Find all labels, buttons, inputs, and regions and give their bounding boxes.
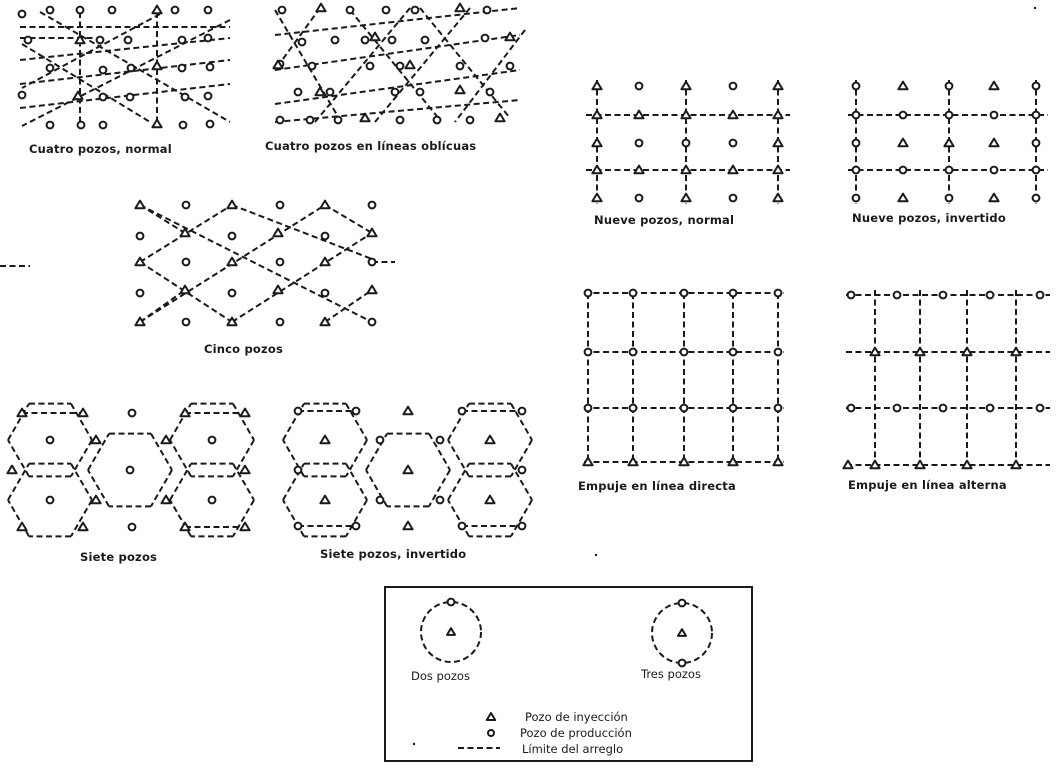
production-well-icon xyxy=(946,195,953,202)
production-well-icon xyxy=(940,292,947,299)
production-well-icon xyxy=(484,7,491,14)
production-well-icon xyxy=(775,290,782,297)
injection-well-icon xyxy=(898,139,907,147)
production-well-icon xyxy=(229,233,236,240)
production-well-icon xyxy=(19,92,26,99)
production-well-icon xyxy=(277,259,284,266)
pattern-seven-spot-inverted xyxy=(283,404,532,537)
injection-well-icon xyxy=(773,82,782,90)
injection-well-icon xyxy=(681,194,690,202)
production-well-icon xyxy=(775,405,782,412)
pattern-five-spot xyxy=(0,201,395,326)
injection-well-icon xyxy=(17,523,26,531)
production-well-icon xyxy=(507,63,514,70)
production-well-icon xyxy=(900,112,907,119)
injection-well-icon xyxy=(962,348,971,356)
injection-well-icon xyxy=(367,286,376,294)
injection-well-icon xyxy=(320,258,329,266)
production-well-icon xyxy=(277,319,284,326)
injection-well-icon xyxy=(728,458,737,466)
pattern-boundary-line xyxy=(140,205,185,233)
injection-well-icon xyxy=(505,33,514,41)
pattern-staggered-line-drive xyxy=(843,290,1050,468)
pattern-boundary-line xyxy=(140,290,185,322)
production-well-icon xyxy=(730,405,737,412)
injection-well-icon xyxy=(592,139,601,147)
injection-well-icon xyxy=(843,461,852,469)
production-well-icon xyxy=(127,467,134,474)
injection-well-icon xyxy=(592,166,601,174)
production-well-icon xyxy=(730,290,737,297)
injection-well-icon xyxy=(180,286,189,294)
injection-well-icon xyxy=(495,114,504,122)
caption-nine-spot-inverted: Nueve pozos, invertido xyxy=(852,211,1006,225)
production-well-icon xyxy=(295,523,302,530)
production-well-icon xyxy=(459,408,466,415)
production-well-icon xyxy=(47,437,54,444)
production-well-icon xyxy=(322,233,329,240)
legend-label-production-well: Pozo de producción xyxy=(520,726,632,740)
pattern-boundary-line xyxy=(8,404,29,440)
injection-well-icon xyxy=(73,92,82,100)
injection-well-icon xyxy=(592,194,601,202)
injection-well-icon xyxy=(681,111,690,119)
injection-well-icon xyxy=(989,194,998,202)
production-well-icon xyxy=(78,122,85,129)
production-well-icon xyxy=(207,64,214,71)
injection-well-icon xyxy=(161,496,170,504)
production-well-icon xyxy=(987,405,994,412)
injection-well-icon xyxy=(240,466,249,474)
pattern-boundary-line xyxy=(325,290,372,322)
production-well-icon xyxy=(853,83,860,90)
production-well-icon xyxy=(207,121,214,128)
injection-well-icon xyxy=(773,111,782,119)
production-well-icon xyxy=(585,405,592,412)
production-well-icon xyxy=(730,140,737,147)
production-well-icon xyxy=(383,7,390,14)
production-well-icon xyxy=(180,122,187,129)
production-well-icon xyxy=(730,195,737,202)
injection-well-icon xyxy=(78,523,87,531)
production-well-icon xyxy=(279,7,286,14)
production-well-icon xyxy=(322,290,329,297)
production-well-icon xyxy=(25,37,32,44)
production-well-icon xyxy=(940,405,947,412)
production-well-icon xyxy=(182,94,189,101)
production-well-icon xyxy=(412,7,419,14)
production-well-icon xyxy=(277,117,284,124)
injection-well-icon xyxy=(180,523,189,531)
injection-well-icon xyxy=(152,6,161,14)
legend-label-pattern-boundary: Límite del arreglo xyxy=(522,742,624,756)
production-well-icon xyxy=(332,37,339,44)
legend-label-three-spot: Tres pozos xyxy=(641,667,701,681)
injection-well-icon xyxy=(135,201,144,209)
injection-well-icon xyxy=(180,229,189,237)
pattern-direct-line-drive xyxy=(583,290,784,466)
production-well-icon xyxy=(377,497,384,504)
pattern-boundary-line xyxy=(233,404,254,440)
injection-well-icon xyxy=(898,194,907,202)
injection-well-icon xyxy=(91,436,100,444)
production-well-icon xyxy=(585,349,592,356)
production-well-icon xyxy=(47,7,54,14)
pattern-boundary-line xyxy=(22,14,160,88)
production-well-icon xyxy=(946,83,953,90)
production-well-icon xyxy=(307,117,314,124)
production-well-icon xyxy=(853,195,860,202)
production-well-icon xyxy=(100,94,107,101)
injection-well-icon xyxy=(17,409,26,417)
production-well-icon xyxy=(295,467,302,474)
injection-well-icon xyxy=(227,201,236,209)
production-well-icon xyxy=(295,89,302,96)
injection-well-icon xyxy=(485,496,494,504)
pattern-nine-spot-inverted xyxy=(848,80,1048,204)
production-well-icon xyxy=(353,523,360,530)
caption-four-spot-normal: Cuatro pozos, normal xyxy=(29,142,172,156)
production-well-icon xyxy=(205,7,212,14)
injection-well-icon xyxy=(273,286,282,294)
production-well-icon xyxy=(397,117,404,124)
production-well-icon xyxy=(1037,405,1044,412)
injection-well-icon xyxy=(728,166,737,174)
production-well-icon xyxy=(1033,112,1040,119)
production-well-icon xyxy=(362,37,369,44)
production-well-icon xyxy=(1033,167,1040,174)
injection-well-icon xyxy=(1011,348,1020,356)
pattern-boundary-line xyxy=(71,404,92,440)
production-well-icon xyxy=(369,259,376,266)
injection-well-icon xyxy=(634,111,643,119)
production-well-icon xyxy=(209,437,216,444)
production-well-icon xyxy=(128,65,135,72)
production-well-icon xyxy=(335,117,342,124)
injection-well-icon xyxy=(403,466,412,474)
production-well-icon xyxy=(1033,195,1040,202)
production-well-icon xyxy=(681,349,688,356)
production-well-icon xyxy=(585,290,592,297)
injection-well-icon xyxy=(915,461,924,469)
production-well-icon xyxy=(775,349,782,356)
legend-label-injection-well: Pozo de inyección xyxy=(525,710,628,724)
production-well-icon xyxy=(389,37,396,44)
injection-well-icon xyxy=(592,82,601,90)
production-well-icon xyxy=(636,140,643,147)
production-well-icon xyxy=(129,524,136,531)
injection-well-icon xyxy=(870,348,879,356)
pattern-four-spot-normal xyxy=(19,6,230,129)
injection-well-icon xyxy=(320,496,329,504)
production-well-icon xyxy=(991,112,998,119)
production-well-icon xyxy=(392,89,399,96)
pattern-boundary-line xyxy=(275,70,520,104)
injection-well-icon xyxy=(91,496,100,504)
caption-staggered-line-drive: Empuje en línea alterna xyxy=(848,478,1007,492)
production-well-icon xyxy=(848,292,855,299)
production-well-icon xyxy=(1033,140,1040,147)
production-well-icon xyxy=(894,292,901,299)
production-well-icon xyxy=(369,202,376,209)
injection-well-icon xyxy=(898,82,907,90)
production-well-icon xyxy=(434,117,441,124)
production-well-icon xyxy=(681,405,688,412)
injection-well-icon xyxy=(634,166,643,174)
production-well-icon xyxy=(417,89,424,96)
scan-speck xyxy=(1034,7,1036,9)
production-well-icon xyxy=(630,405,637,412)
production-well-icon xyxy=(127,94,134,101)
injection-well-icon xyxy=(240,409,249,417)
pattern-boundary-line xyxy=(170,404,191,440)
production-well-icon xyxy=(630,290,637,297)
pattern-boundary-line xyxy=(448,464,469,500)
injection-well-icon xyxy=(773,458,782,466)
production-well-icon xyxy=(47,122,54,129)
injection-well-icon xyxy=(405,61,414,69)
injection-well-icon xyxy=(962,461,971,469)
legend-label-two-spot: Dos pozos xyxy=(411,669,470,683)
production-well-icon xyxy=(848,405,855,412)
production-well-icon xyxy=(519,408,526,415)
caption-four-spot-oblique: Cuatro pozos en líneas oblícuas xyxy=(265,139,477,153)
production-well-icon xyxy=(172,7,179,14)
injection-well-icon xyxy=(773,139,782,147)
production-well-icon xyxy=(137,290,144,297)
production-well-icon xyxy=(636,83,643,90)
production-well-icon xyxy=(179,37,186,44)
scan-speck xyxy=(595,554,597,556)
production-well-icon xyxy=(437,437,444,444)
caption-nine-spot-normal: Nueve pozos, normal xyxy=(594,213,735,227)
injection-well-icon xyxy=(989,139,998,147)
production-well-icon xyxy=(229,290,236,297)
injection-well-icon xyxy=(455,86,464,94)
pattern-boundary-line xyxy=(346,440,367,476)
injection-well-icon xyxy=(161,436,170,444)
production-well-icon xyxy=(100,67,107,74)
production-well-icon xyxy=(183,202,190,209)
production-well-icon xyxy=(683,140,690,147)
injection-well-icon xyxy=(367,229,376,237)
injection-well-icon xyxy=(403,522,412,530)
pattern-seven-spot xyxy=(7,404,254,537)
injection-well-icon xyxy=(316,4,325,12)
production-well-icon xyxy=(630,349,637,356)
production-well-icon xyxy=(183,259,190,266)
injection-well-icon xyxy=(1011,461,1020,469)
production-well-icon xyxy=(946,167,953,174)
production-well-icon xyxy=(681,290,688,297)
injection-well-icon xyxy=(628,458,637,466)
production-well-icon xyxy=(295,408,302,415)
injection-well-icon xyxy=(7,466,16,474)
injection-well-icon xyxy=(78,409,87,417)
production-well-icon xyxy=(277,202,284,209)
caption-five-spot: Cinco pozos xyxy=(204,342,284,356)
pattern-boundary-line xyxy=(346,500,367,536)
injection-well-icon xyxy=(240,523,249,531)
pattern-boundary-line xyxy=(283,500,304,536)
production-well-icon xyxy=(309,63,316,70)
production-well-icon xyxy=(19,11,26,18)
production-well-icon xyxy=(369,319,376,326)
production-well-icon xyxy=(894,405,901,412)
injection-well-icon xyxy=(370,33,379,41)
production-well-icon xyxy=(97,37,104,44)
pattern-boundary-line xyxy=(448,500,469,536)
production-well-icon xyxy=(730,349,737,356)
injection-well-icon xyxy=(728,111,737,119)
injection-well-icon xyxy=(681,82,690,90)
production-well-icon xyxy=(205,93,212,100)
injection-well-icon xyxy=(180,409,189,417)
pattern-boundary-line xyxy=(511,500,532,536)
injection-well-icon xyxy=(583,458,592,466)
injection-well-icon xyxy=(592,111,601,119)
production-well-icon xyxy=(437,497,444,504)
production-well-icon xyxy=(47,65,54,72)
production-well-icon xyxy=(47,497,54,504)
production-well-icon xyxy=(109,7,116,14)
production-well-icon xyxy=(482,35,489,42)
production-well-icon xyxy=(397,63,404,70)
production-well-icon xyxy=(347,7,354,14)
production-well-icon xyxy=(853,167,860,174)
pattern-boundary-line xyxy=(22,44,150,122)
injection-well-icon xyxy=(455,4,464,12)
injection-well-icon xyxy=(152,120,161,128)
injection-well-icon xyxy=(773,166,782,174)
production-well-icon xyxy=(457,63,464,70)
caption-direct-line-drive: Empuje en línea directa xyxy=(578,479,736,493)
pattern-nine-spot-normal xyxy=(586,80,790,204)
production-well-icon xyxy=(987,292,994,299)
production-well-icon xyxy=(422,37,429,44)
pattern-boundary-line xyxy=(170,464,191,500)
production-well-icon xyxy=(487,89,494,96)
injection-well-icon xyxy=(152,62,161,70)
injection-well-icon xyxy=(679,458,688,466)
pattern-boundary-line xyxy=(22,20,230,126)
production-well-icon xyxy=(1037,292,1044,299)
production-well-icon xyxy=(183,319,190,326)
pattern-boundary-line xyxy=(140,205,372,322)
pattern-boundary-line xyxy=(455,30,525,122)
production-well-icon xyxy=(129,410,136,417)
production-well-icon xyxy=(367,63,374,70)
production-well-icon xyxy=(900,167,907,174)
injection-well-icon xyxy=(915,348,924,356)
injection-well-icon xyxy=(227,258,236,266)
production-well-icon xyxy=(377,437,384,444)
production-well-icon xyxy=(991,167,998,174)
pattern-boundary-line xyxy=(232,233,372,322)
production-well-icon xyxy=(946,112,953,119)
production-well-icon xyxy=(1033,83,1040,90)
production-well-icon xyxy=(467,117,474,124)
production-well-icon xyxy=(209,497,216,504)
injection-well-icon xyxy=(320,201,329,209)
injection-well-icon xyxy=(135,258,144,266)
production-well-icon xyxy=(137,233,144,240)
caption-seven-spot: Siete pozos xyxy=(80,550,158,564)
production-well-icon xyxy=(519,467,526,474)
injection-well-icon xyxy=(485,436,494,444)
injection-well-icon xyxy=(681,166,690,174)
production-well-icon xyxy=(853,112,860,119)
caption-seven-spot-inverted: Siete pozos, invertido xyxy=(320,547,467,561)
production-well-icon xyxy=(459,523,466,530)
production-well-icon xyxy=(205,35,212,42)
production-well-icon xyxy=(730,83,737,90)
production-well-icon xyxy=(125,37,132,44)
pattern-boundary-line xyxy=(325,205,372,233)
injection-well-icon xyxy=(944,139,953,147)
production-well-icon xyxy=(179,65,186,72)
injection-well-icon xyxy=(320,436,329,444)
production-well-icon xyxy=(636,195,643,202)
pattern-four-spot-oblique xyxy=(273,4,525,124)
injection-well-icon xyxy=(403,407,412,415)
injection-well-icon xyxy=(273,229,282,237)
production-well-icon xyxy=(77,7,84,14)
injection-well-icon xyxy=(870,461,879,469)
injection-well-icon xyxy=(773,194,782,202)
production-well-icon xyxy=(327,89,334,96)
production-well-icon xyxy=(519,523,526,530)
injection-well-icon xyxy=(989,82,998,90)
production-well-icon xyxy=(299,39,306,46)
injection-well-icon xyxy=(315,88,324,96)
production-well-icon xyxy=(853,140,860,147)
production-well-icon xyxy=(100,122,107,129)
production-well-icon xyxy=(353,408,360,415)
